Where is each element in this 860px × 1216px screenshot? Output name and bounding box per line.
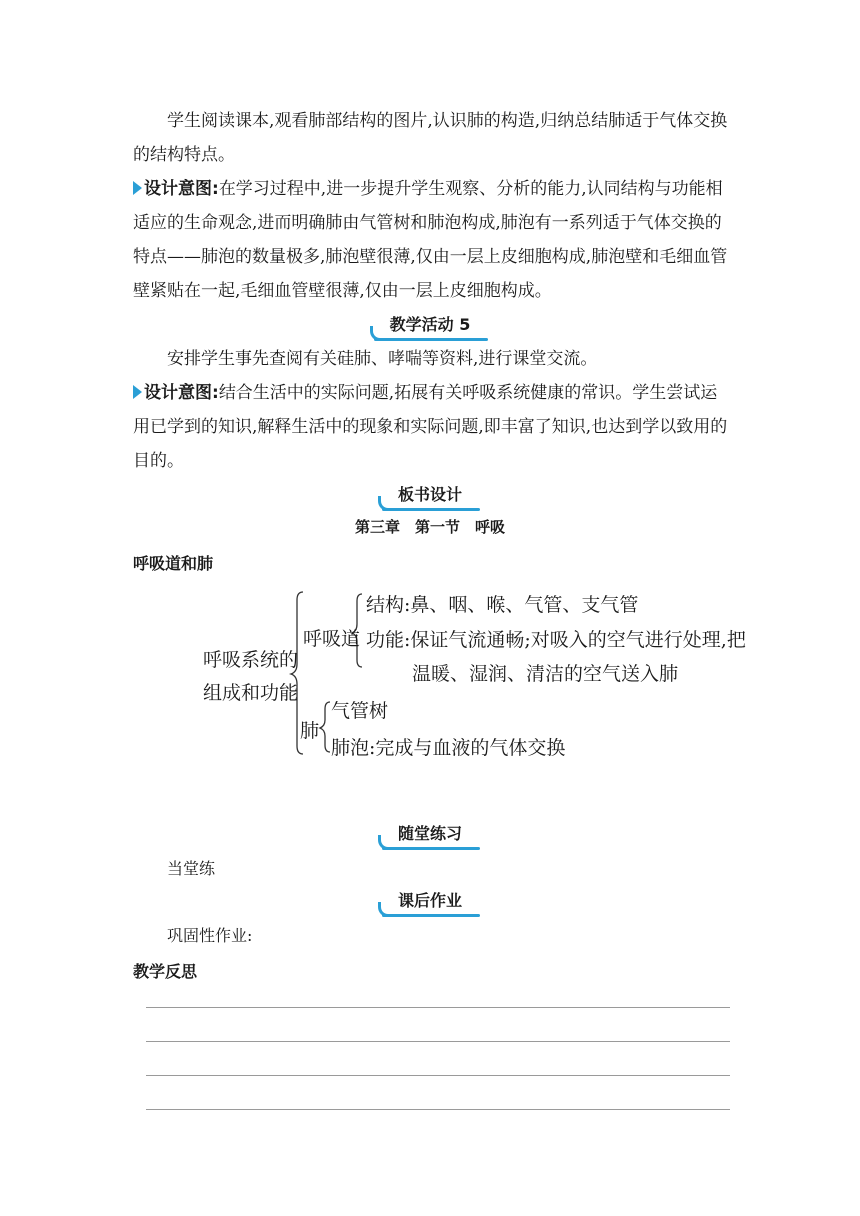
- heading-board-design: 板书设计: [0, 482, 860, 509]
- brace-lung: [320, 702, 330, 752]
- heading-homework: 课后作业: [0, 888, 860, 915]
- lung-alveoli: 肺泡:完成与血液的气体交换: [331, 737, 566, 759]
- topic-label: 呼吸道和肺: [133, 554, 214, 573]
- chapter-subtitle: 第三章 第一节 呼吸: [354, 518, 505, 536]
- root-line-2: 组成和功能: [203, 682, 299, 704]
- airway-structure: 结构:鼻、咽、喉、气管、支气管: [366, 594, 639, 616]
- airway-function-line-2: 温暖、湿润、清洁的空气送入肺: [412, 663, 679, 685]
- practice-text: 当堂练: [167, 859, 216, 878]
- heading-practice: 随堂练习: [0, 821, 860, 848]
- heading-activity-5: 教学活动 5: [0, 312, 860, 339]
- reflection-line-1: [146, 1007, 730, 1008]
- paragraph-activity-5: 安排学生事先查阅有关硅肺、哮喘等资料,进行课堂交流。: [167, 349, 598, 369]
- paragraph-reading: 学生阅读课本,观看肺部结构的图片,认识肺的构造,归纳总结肺适于气体交换的结构特点。: [133, 111, 728, 165]
- reflection-line-2: [146, 1041, 730, 1042]
- lung-label: 肺: [300, 720, 320, 742]
- airway-function-line-1: 功能:保证气流通畅;对吸入的空气进行处理,把: [366, 629, 746, 651]
- design-intent-text: 结合生活中的实际问题,拓展有关呼吸系统健康的常识。学生尝试运用已学到的知识,解释生活中的现象和实际问题,即丰富了知识,也达到学以致用的目的。: [133, 383, 728, 471]
- reflection-label: 教学反思: [133, 962, 198, 981]
- design-intent-text: 在学习过程中,进一步提升学生观察、分析的能力,认同结构与功能相适应的生命观念,进而明确肺由气管树和肺泡构成,肺泡有一系列适于气体交换的特点——肺泡的数量极多,肺泡壁很薄,仅由一层上皮细胞构成,肺泡壁和毛细血管壁紧贴在一起,毛细血管壁很薄,仅由一层上皮细胞构成。: [133, 179, 728, 301]
- airway-label: 呼吸道: [303, 628, 361, 650]
- reflection-line-3: [146, 1075, 730, 1076]
- reflection-line-4: [146, 1109, 730, 1110]
- root-line-1: 呼吸系统的: [203, 649, 299, 671]
- homework-text: 巩固性作业:: [167, 926, 253, 945]
- design-intent-label: 设计意图:: [144, 179, 219, 199]
- lung-tree: 气管树: [331, 700, 389, 722]
- design-intent-label: 设计意图:: [144, 383, 219, 403]
